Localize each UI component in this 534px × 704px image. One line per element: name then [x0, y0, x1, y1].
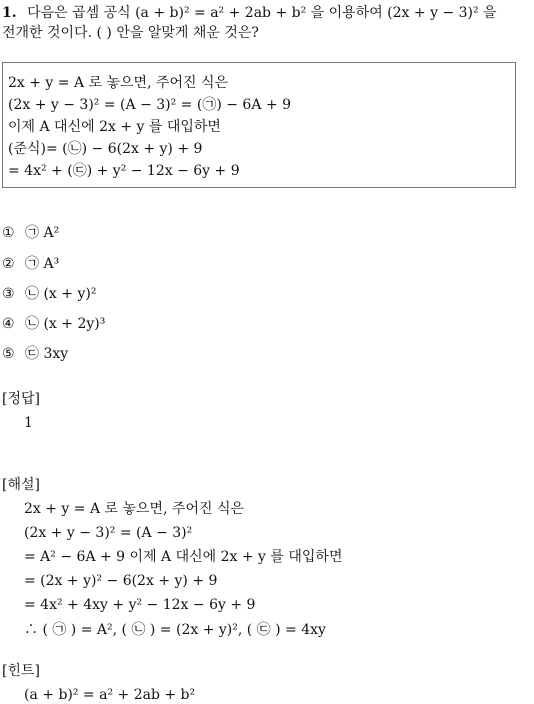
box-line-4: (준식)= (㉡) − 6(2x + y) + 9 [8, 141, 203, 157]
explanation-line: = A² − 6A + 9 이제 A 대신에 2x + y 를 대입하면 [24, 549, 343, 565]
choice-text: ㉠ A² [25, 225, 60, 241]
explanation-line: = 4x² + 4xy + y² − 12x − 6y + 9 [24, 597, 256, 613]
question-line-1 [2, 4, 497, 22]
choice-5[interactable] [2, 345, 68, 363]
choice-mark: ⑤ [2, 346, 15, 362]
choice-mark: ② [2, 256, 15, 272]
question-text-1: 다음은 곱셈 공식 (a + b)² = a² + 2ab + b² 을 이용하여 (2x + y − 3)² 을 [27, 5, 497, 21]
choice-text: ㉡ (x + 2y)³ [25, 316, 106, 332]
hint-label: [힌트] [2, 663, 40, 679]
box-line-5: = 4x² + (㉢) + y² − 12x − 6y + 9 [8, 163, 240, 179]
choice-mark: ④ [2, 316, 15, 332]
box-line-1: 2x + y = A 로 놓으면, 주어진 식은 [8, 75, 229, 91]
choice-text: ㉡ (x + y)² [25, 286, 97, 302]
choice-mark: ① [2, 225, 15, 241]
choice-mark: ③ [2, 286, 15, 302]
explanation-line: 2x + y = A 로 놓으면, 주어진 식은 [24, 501, 245, 517]
question-line-2: 전개한 것이다. ( ) 안을 알맞게 채운 것은? [2, 25, 259, 41]
choice-1[interactable] [2, 224, 59, 242]
box-line-2: (2x + y − 3)² = (A − 3)² = (㉠) − 6A + 9 [8, 97, 291, 113]
box-line-3: 이제 A 대신에 2x + y 를 대입하면 [8, 119, 221, 135]
explanation-line: (2x + y − 3)² = (A − 3)² [24, 525, 193, 541]
answer-label: [정답] [2, 391, 40, 407]
answer-value: 1 [24, 415, 33, 431]
question-number: 1. [2, 5, 17, 21]
choice-4[interactable] [2, 315, 105, 333]
choice-text: ㉢ 3xy [25, 346, 69, 362]
explanation-label: [해설] [2, 477, 40, 493]
explanation-line: ∴ ( ㉠ ) = A², ( ㉡ ) = (2x + y)², ( ㉢ ) = 4xy [24, 622, 326, 638]
choice-2[interactable] [2, 255, 59, 273]
choice-text: ㉠ A³ [25, 256, 60, 272]
hint-line: (a + b)² = a² + 2ab + b² [24, 687, 196, 703]
explanation-line: = (2x + y)² − 6(2x + y) + 9 [24, 573, 218, 589]
choice-3[interactable] [2, 285, 96, 303]
